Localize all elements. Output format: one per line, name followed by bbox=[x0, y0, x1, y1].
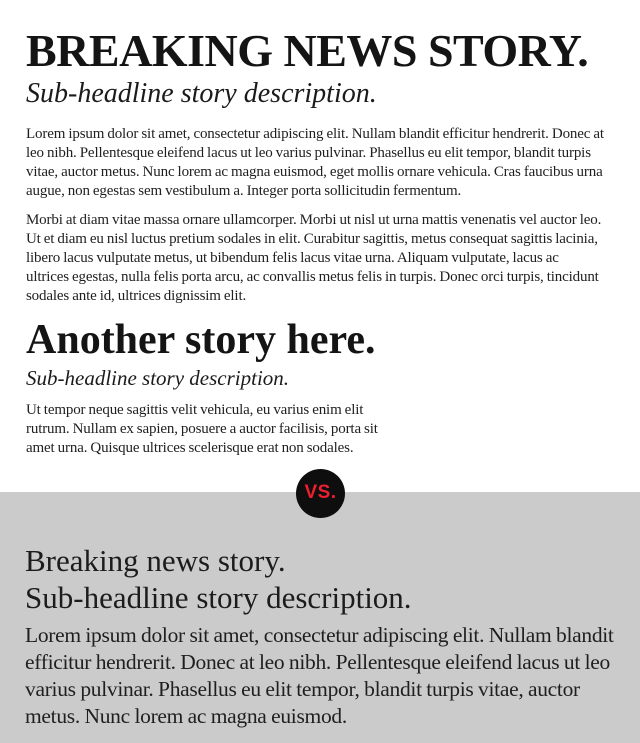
main-subheadline: Sub-headline story description. bbox=[26, 78, 377, 109]
plain-paragraph: Lorem ipsum dolor sit amet, consectetur adipiscing elit. Nullam blandit efficitur hendrerit. Donec at leo nibh. Pellentesque eleifend lacus ut leo varius pulvinar. Phasellus eu elit tempor, blandit turpis vitae, auctor metus. Nunc lorem ac magna euismod. bbox=[25, 623, 614, 728]
main-headline: BREAKING NEWS STORY. bbox=[26, 25, 589, 76]
body-paragraph-1: Lorem ipsum dolor sit amet, consectetur adipiscing elit. Nullam blandit efficitur hendrerit. Donec at leo nibh. Pellentesque eleifend lacus ut leo varius pulvinar. Phasellus eu elit tempor, blandit turpis vitae, auctor metus. Nunc lorem ac magna euismod, eget mollis ornare vehicula. Cras faucibus urna augue, non egestas sem vestibulum a. Integer porta sollicitudin fermentum. bbox=[26, 126, 604, 200]
body-paragraph-2: Morbi at diam vitae massa ornare ullamcorper. Morbi ut nisl ut urna mattis venenatis vel auctor leo. Ut et diam eu nisl luctus pretium sodales in elit. Curabitur sagittis, metus consequat sagittis lacinia, libero lacus vulputate metus, ut bibendum felis lacus vitae urna. Aliquam vulputate, lacus ac ultrices egestas, nulla felis porta arcu, ac convallis metus felis in turpis. Donec orci turpis, tincidunt sodales ante id, ultrices dignissim elit. bbox=[26, 212, 602, 305]
bottom-plain-example bbox=[0, 492, 640, 743]
body-paragraph-3: Ut tempor neque sagittis velit vehicula, eu varius enim elit rutrum. Nullam ex sapien, posuere a auctor facilisis, porta sit amet urna. Quisque ultrices scelerisque erat non sodales. bbox=[26, 402, 378, 457]
secondary-subheadline: Sub-headline story description. bbox=[26, 366, 290, 391]
secondary-headline: Another story here. bbox=[26, 317, 376, 364]
plain-headline: Breaking news story. bbox=[25, 543, 286, 578]
plain-subheadline: Sub-headline story description. bbox=[25, 580, 412, 615]
vs-label: VS. bbox=[304, 481, 337, 503]
vs-divider-badge bbox=[296, 469, 345, 518]
